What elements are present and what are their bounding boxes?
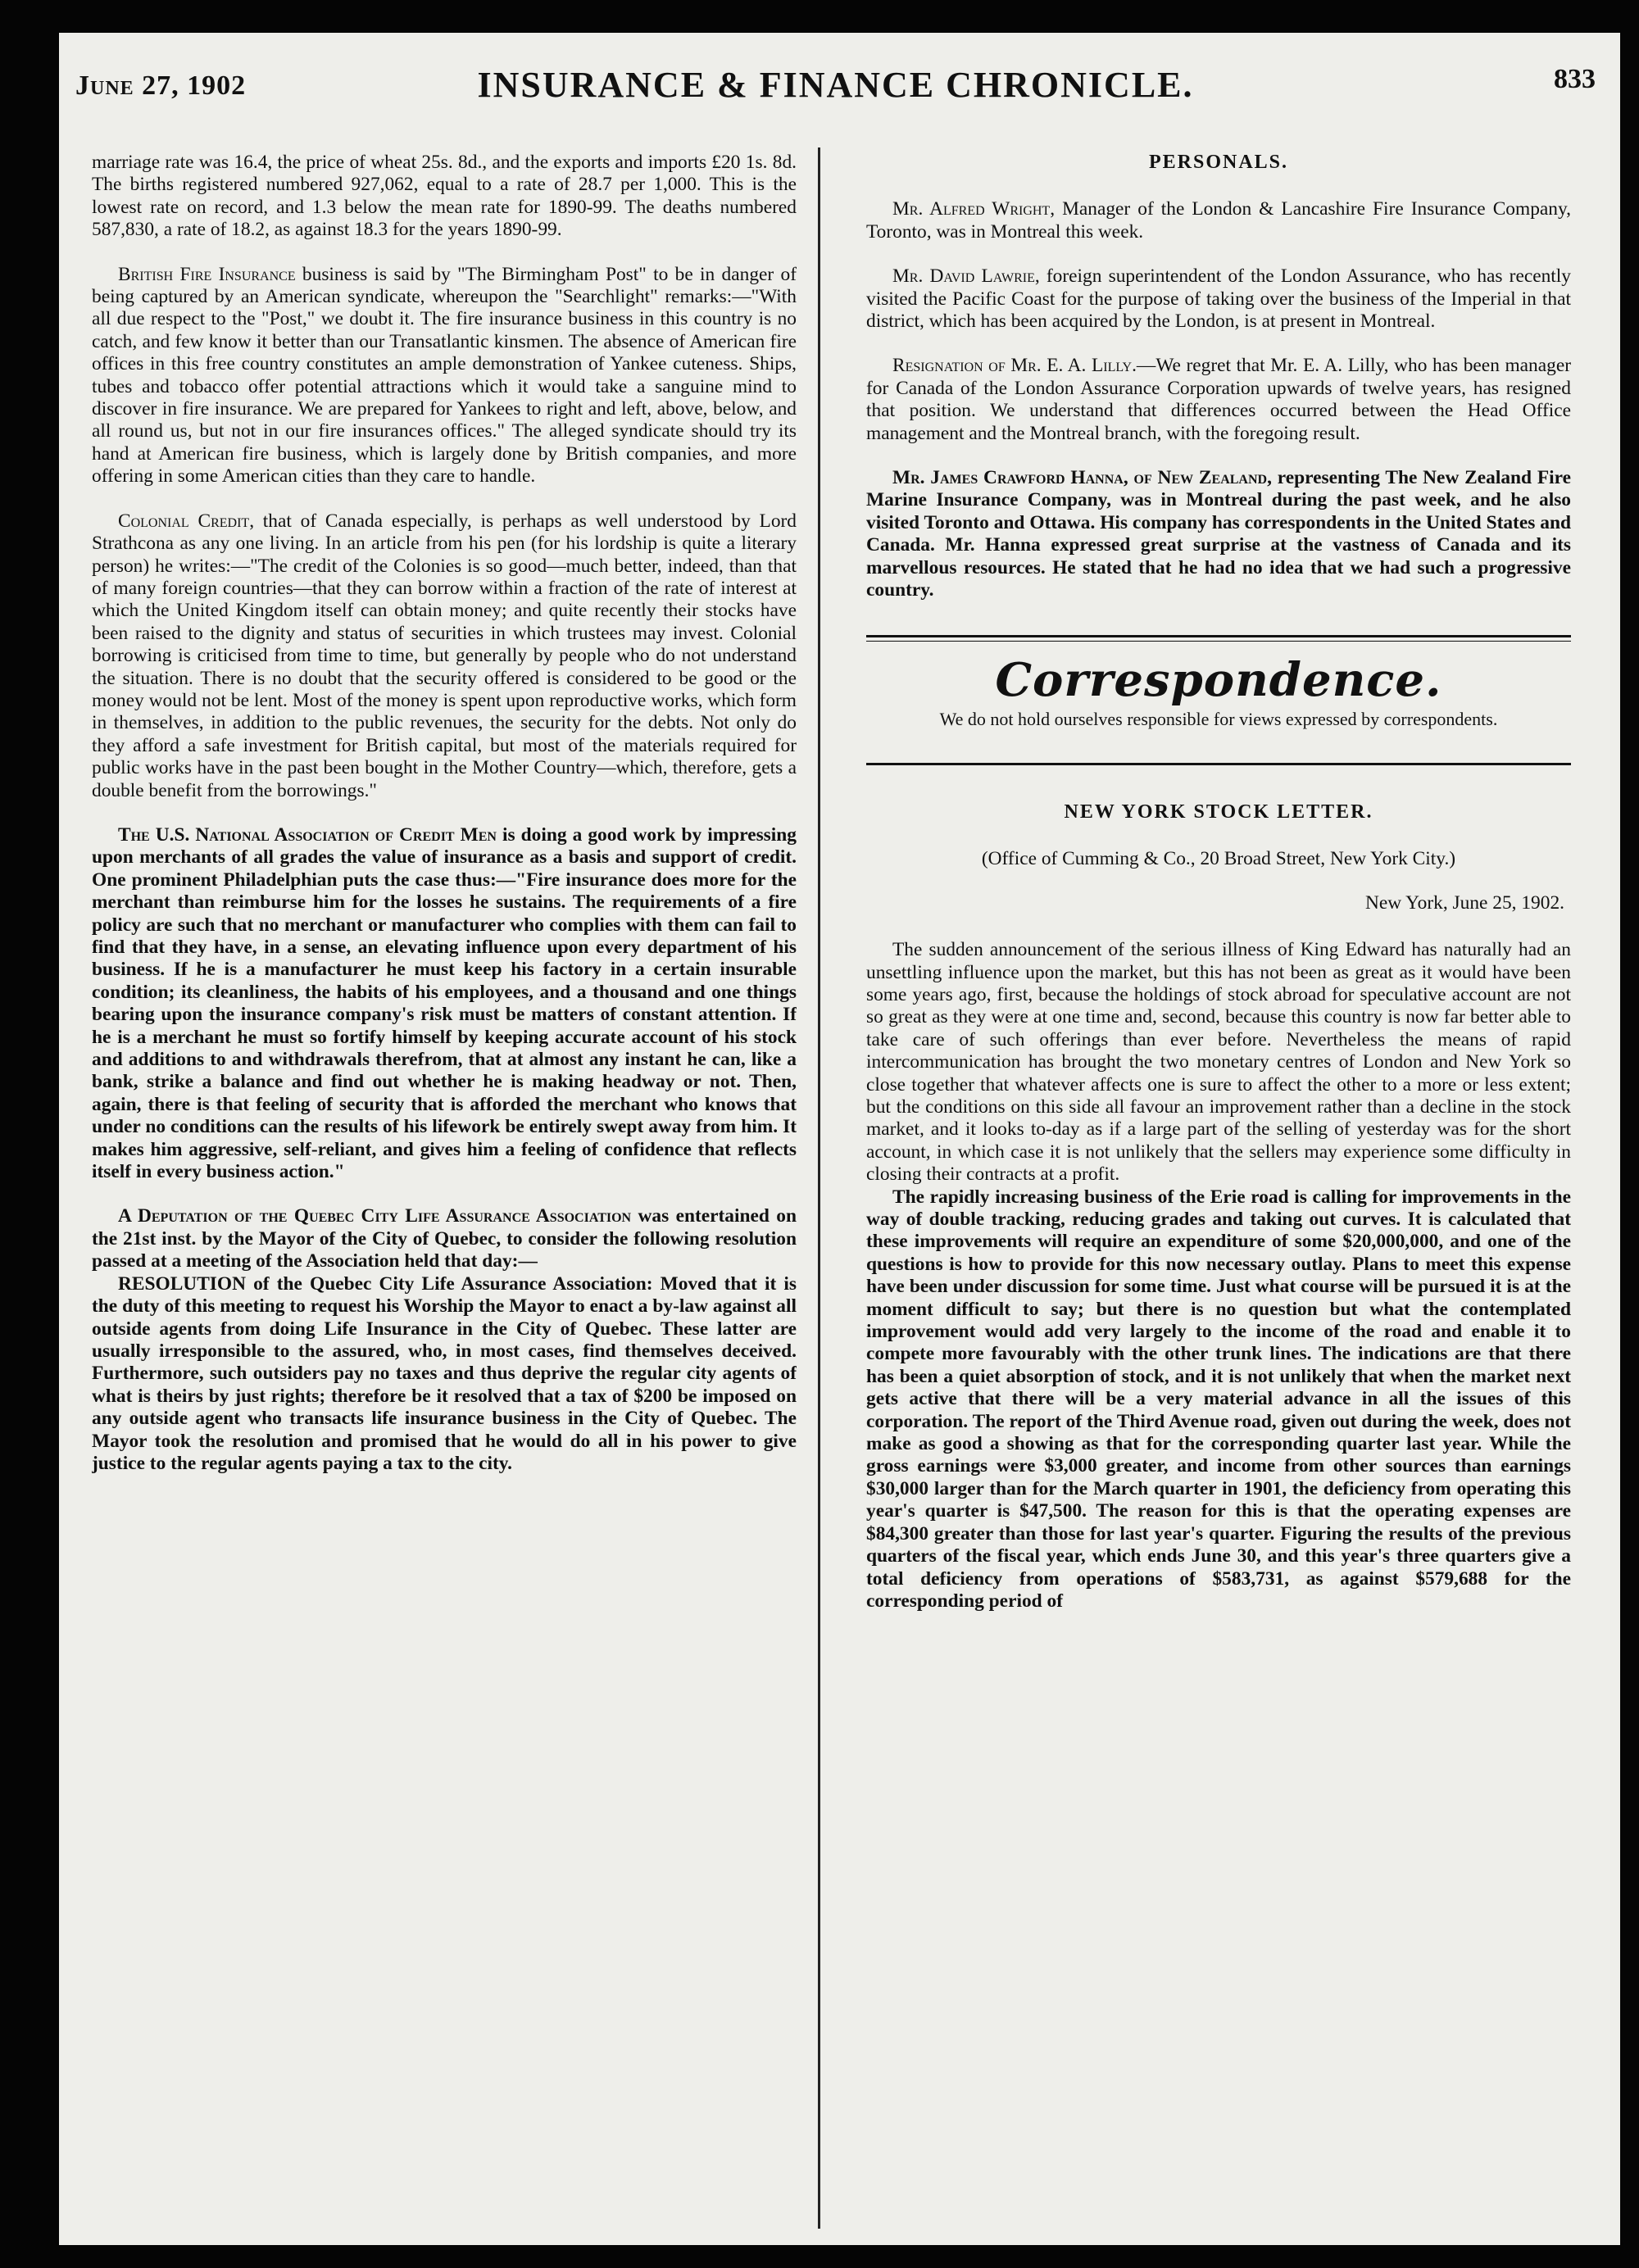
resolution-paragraph: RESOLUTION of the Quebec City Life Assurance Association: Moved that it is the duty of this meeting to request his Worship the Mayor to enact a by-law against all outside agents from doing Life Insurance in the City of Quebec. These latter are usually irresponsible to the assured, who, in most cases, find themselves deceived. Furthermore, such outsiders pay no taxes and thus deprive the regular city agents of what is theirs by just rights; therefore be it resolved that a tax of $200 be imposed on any outside agent who transacts life insurance business in the City of Quebec. The Mayor took the resolution and promised that he would do all in his power to give justice to the regular agents paying a tax to the city.	[92, 1272, 797, 1474]
paragraph-lead: Mr. James Crawford Hanna, of New Zealand	[892, 467, 1268, 489]
paragraph-lead: Colonial Credit	[118, 510, 250, 532]
paragraph-lead: Mr. David Lawrie	[892, 265, 1035, 288]
paragraph-lead: Mr. Alfred Wright	[892, 198, 1051, 220]
article-paragraph: marriage rate was 16.4, the price of wheat 25s. 8d., and the exports and imports £20 1s. 8d. The births registered numbered 927,062, equal to a rate of 28.7 per 1,000. This is the lowest rate on record, and 1.3 below the mean rate for 1890-99. The deaths numbered 587,830, a rate of 18.2, as against 18.3 for the years 1890-99.	[92, 152, 797, 241]
article-paragraph: The sudden announcement of the serious illness of King Edward has naturally had an unsettling influence upon the market, but this has not been as great as it would have been some years ago, first, because the holdings of stock abroad for speculative account are not so great as they were at one time and, second, because this country is now far better able to take care of such offerings than ever before. Nevertheless the means of rapid intercommunication has brought the two monetary centres of London and New York so close together that whatever affects one is sure to affect the other to a more or less extent; but the conditions on this side all favour an improvement rather than a decline in the stock market, and it looks to-day as if a large part of the selling of yesterday was for the short account, in which case it is not unlikely that the sellers may experience some difficulty in closing their contracts at a profit.	[866, 939, 1571, 1186]
issue-date: June 27, 1902	[75, 70, 247, 101]
paragraph-body: , Manager of the London & Lancashire Fire Insurance Company, Toronto, was in Montreal this week.	[866, 198, 1571, 243]
left-column	[92, 152, 797, 2216]
personals-heading: PERSONALS.	[1148, 152, 1289, 173]
paragraph-lead: Resignation of Mr. E. A. Lilly	[892, 355, 1133, 377]
article-paragraph: The rapidly increasing business of the Erie road is calling for improvements in the way of double tracking, reducing grades and taking out curves. It is calculated that these improvements will require an expenditure of some $20,000,000, and one of the questions is how to provide for this now necessary outlay. Plans to meet this expense have been under discussion for some time. Just what course will be pursued it is at the moment difficult to say; but there is no question but what the contemplated improvement would add very largely to the income of the road and enable it to compete more favourably with the other trunk lines. The indications are that there has been a quiet absorption of stock, and it is not unlikely that when the market next gets active that there will be a very material advance in all the issues of this corporation. The report of the Third Avenue road, given out during the week, does not make as good a showing as that for the corresponding quarter last year. While the gross earnings were $3,000 greater, and income from other sources than earnings $30,000 larger than for the March quarter in 1901, the deficiency from operating this year's quarter is $47,500. The reason for this is that the operating expenses are $84,300 greater than those for last year's quarter. Figuring the results of the previous quarters of the fiscal year, which ends June 30, and this year's three quarters give a total deficiency from operations of $583,731, as against $579,688 for the corresponding period of	[866, 1186, 1571, 1612]
paragraph-lead: British Fire Insurance	[118, 263, 296, 285]
article-paragraph	[92, 264, 797, 488]
paragraph-body: is doing a good work by impressing upon merchants of all grades the value of insurance as a basis and support of credit. One prominent Philadelphian puts the case thus:—"Fire insurance does more for the merchant than reimburse him for the losses he sustains. The requirements of a fire policy are such that no merchant or manufacturer who complies with them can fail to find that they have, in a sense, an elevating influence upon every department of his business. If he is a manufacturer he must keep his factory in a certain insurable condition; its cleanliness, the habits of his employees, and a thousand and one things bearing upon the insurance company's risk must be matters of constant attention. If he is a merchant he must so fortify himself by keeping accurate account of his stock and additions to and withdrawals therefrom, that at almost any instant he can, like a bank, strike a balance and find out whether he is making headway or not. Then, again, there is that feeling of security that is afforded the merchant who knows that under no conditions can the results of his lifework be entirely swept away from him. It makes him aggressive, self-reliant, and gives him a feeling of confidence that reflects itself in every business action."	[92, 823, 797, 1183]
page-number: 833	[1554, 64, 1596, 94]
stock-letter-dateline: New York, June 25, 1902.	[1364, 891, 1564, 914]
paragraph-body: , representing The New Zealand Fire Marine Insurance Company, was in Montreal during the past week, and he also visited Toronto and Ottawa. His company has correspondents in the United States and Canada. Mr. Hanna expressed great surprise at the vastness of Canada and its marvellous resources. He stated that he had no idea that we had such a progressive country.	[866, 467, 1571, 601]
page-header	[75, 64, 1596, 121]
column-divider	[818, 147, 820, 2229]
newspaper-page	[59, 33, 1620, 2245]
section-rule	[866, 635, 1571, 642]
article-paragraph	[92, 510, 797, 802]
personal-item	[866, 198, 1571, 243]
section-rule	[866, 763, 1571, 765]
personal-item	[866, 265, 1571, 333]
stock-letter-office: (Office of Cumming & Co., 20 Broad Street, New York City.)	[981, 848, 1456, 870]
article-paragraph	[92, 1205, 797, 1272]
paragraph-lead: The U.S. National Association of Credit Men	[118, 823, 497, 846]
paragraph-lead: A Deputation of the Quebec City Life Assurance Association	[118, 1205, 632, 1227]
correspondence-heading: Correspondence.	[995, 652, 1442, 707]
publication-title: INSURANCE & FINANCE CHRONICLE.	[477, 65, 1194, 105]
article-paragraph	[92, 824, 797, 1184]
personal-item	[866, 355, 1571, 445]
right-column	[866, 152, 1571, 2216]
correspondence-disclaimer: We do not hold ourselves responsible for views expressed by correspondents.	[939, 708, 1498, 729]
paragraph-body: , that of Canada especially, is perhaps as well understood by Lord Strathcona as any one living. In an article from his pen (for his lordship is quite a literary person) he writes:—"The credit of the Colonies is so good—much better, indeed, than that of many foreign countries—that they can borrow within a fraction of the rate of interest at which the United Kingdom itself can obtain money; and quite recently their stocks have been raised to the dignity and status of securities in which trustees may invest. Colonial borrowing is criticised from time to time, but generally by people who do not understand the situation. There is no doubt that the security offered is considered to be good or the money would not be lent. Most of the money is spent upon reproductive works, which form in themselves, in addition to the public revenues, the security for the debts. Not only do they afford a safe investment for British capital, but most of the materials required for public works have in the past been bought in the Mother Country—which, therefore, gets a double benefit from the borrowings."	[92, 510, 797, 801]
paragraph-body: was entertained on the 21st inst. by the Mayor of the City of Quebec, to consider the following resolution passed at a meeting of the Association held that day:—	[92, 1205, 797, 1272]
paragraph-body: .—We regret that Mr. E. A. Lilly, who has been manager for Canada of the London Assurance Corporation upwards of twelve years, has resigned that position. We understand that differences occurred between the Head Office management and the Montreal branch, with the foregoing result.	[866, 355, 1571, 444]
stock-letter-heading: NEW YORK STOCK LETTER.	[1064, 801, 1373, 823]
personal-item	[866, 467, 1571, 601]
paragraph-body: , foreign superintendent of the London Assurance, who has recently visited the Pacific Coast for the purpose of taking over the business of the Imperial in that district, which has been acquired by the London, is at present in Montreal.	[866, 265, 1571, 333]
paragraph-body: business is said by "The Birmingham Post" to be in danger of being captured by an American syndicate, whereupon the "Searchlight" remarks:—"With all due respect to the "Post," we doubt it. The fire insurance business in this country is no catch, and few know it better than our Transatlantic kinsmen. The absence of American fire offices in this free country constitutes an ample demonstration of Yankee cuteness. Ships, tubes and tobacco offer potential attractions which it would take a sanguine mind to discover in fire insurance. We are prepared for Yankees to right and left, above, below, and all round us, but not in our fire insurances offices." The alleged syndicate should try its hand at American fire business, which is largely done by British companies, and more offering in some American cities than they care to handle.	[92, 263, 797, 488]
